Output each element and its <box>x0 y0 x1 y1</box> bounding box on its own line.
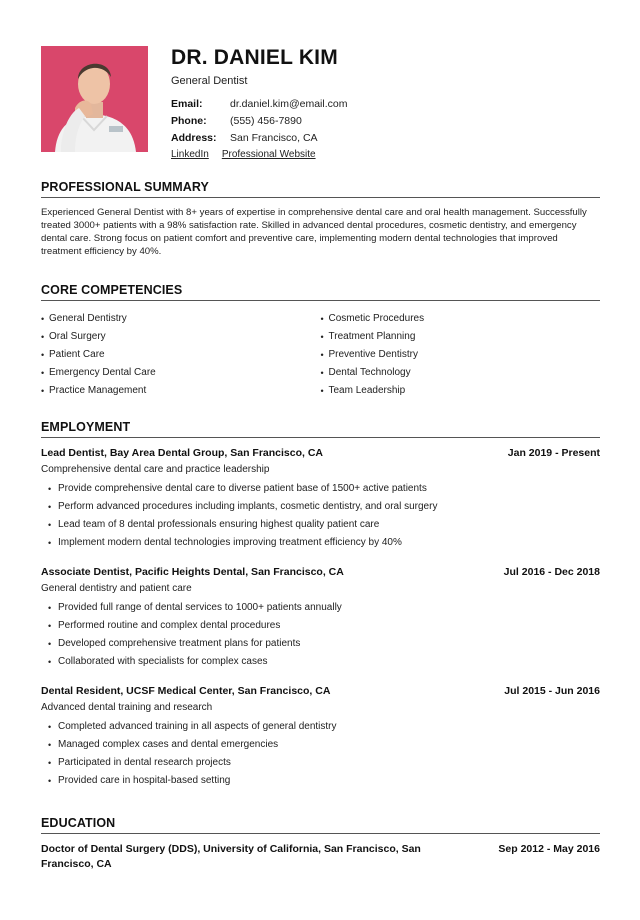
list-item: • Patient Care <box>41 346 321 364</box>
contact-phone-row <box>171 113 347 130</box>
job-header <box>41 446 600 460</box>
candidate-role: General Dentist <box>171 75 248 87</box>
job-date: Jul 2016 - Dec 2018 <box>503 566 600 578</box>
job-title: Associate Dentist, Pacific Heights Dental, San Francisco, CA <box>41 566 344 578</box>
contact-details <box>171 96 347 147</box>
summary-section <box>41 180 600 258</box>
job-entry <box>41 565 600 671</box>
list-item: • Lead team of 8 dental professionals ensuring highest quality patient care <box>41 516 600 534</box>
section-title: CORE COMPETENCIES <box>41 283 600 301</box>
list-item: • Team Leadership <box>321 382 601 400</box>
profile-photo <box>41 46 148 152</box>
professional-website-link[interactable]: Professional Website <box>221 149 316 160</box>
contact-address-value: San Francisco, CA <box>230 132 318 144</box>
list-item: • Perform advanced procedures including implants, cosmetic dentistry, and oral surgery <box>41 498 600 516</box>
education-section <box>41 816 600 872</box>
contact-address-row <box>171 130 347 147</box>
job-bullets <box>41 599 600 671</box>
job-entry <box>41 446 600 552</box>
competencies-left-list <box>41 310 321 400</box>
list-item: • Developed comprehensive treatment plans for patients <box>41 635 600 653</box>
contact-label: Phone: <box>171 115 207 127</box>
job-bullets <box>41 480 600 552</box>
list-item: • Oral Surgery <box>41 328 321 346</box>
list-item: • Practice Management <box>41 382 321 400</box>
header-info <box>171 46 347 162</box>
list-item: • Collaborated with specialists for complex cases <box>41 653 600 671</box>
list-item: • Completed advanced training in all aspects of general dentistry <box>41 718 600 736</box>
education-entry <box>41 842 600 872</box>
job-date: Jan 2019 - Present <box>507 447 600 459</box>
education-degree: Doctor of Dental Surgery (DDS), University of California, San Francisco, San Francisco, CA <box>41 843 421 870</box>
contact-label: Address: <box>171 132 217 144</box>
linkedin-link[interactable]: LinkedIn <box>171 149 209 160</box>
job-header <box>41 684 600 698</box>
job-subtitle: Comprehensive dental care and practice leadership <box>41 464 270 475</box>
job-entry <box>41 684 600 790</box>
list-item: • Dental Technology <box>321 364 601 382</box>
contact-email-row <box>171 96 347 113</box>
resume-page <box>41 46 600 870</box>
summary-text: Experienced General Dentist with 8+ years of expertise in comprehensive dental care and oral health management. Successfully treated 3000+ patients with a 98% satisfaction rate. Skilled in advanced dental procedures, cosmetic dentistry, and emergency dental care. Strong focus on patient comfort and preventive care, implementing modern dental technologies that improved treatment efficiency by 40%. <box>41 207 587 257</box>
list-item: • Provided care in hospital-based setting <box>41 772 600 790</box>
education-date: Sep 2012 - May 2016 <box>498 843 600 855</box>
profile-links <box>171 148 347 162</box>
job-title: Lead Dentist, Bay Area Dental Group, San Francisco, CA <box>41 447 324 459</box>
list-item: • Performed routine and complex dental procedures <box>41 617 600 635</box>
list-item: • Cosmetic Procedures <box>321 310 601 328</box>
contact-email-value: dr.daniel.kim@email.com <box>230 98 348 110</box>
list-item: • Emergency Dental Care <box>41 364 321 382</box>
section-title: EMPLOYMENT <box>41 420 600 438</box>
employment-section <box>41 420 600 790</box>
list-item: • Participated in dental research projects <box>41 754 600 772</box>
section-title: EDUCATION <box>41 816 600 834</box>
job-subtitle: Advanced dental training and research <box>41 702 213 713</box>
list-item: • Provide comprehensive dental care to diverse patient base of 1500+ active patients <box>41 480 600 498</box>
resume-header <box>41 46 600 162</box>
list-item: • Treatment Planning <box>321 328 601 346</box>
competencies-right-list <box>321 310 601 400</box>
competencies-section <box>41 283 600 400</box>
job-subtitle: General dentistry and patient care <box>41 583 192 594</box>
list-item: • Provided full range of dental services to 1000+ patients annually <box>41 599 600 617</box>
list-item: • Preventive Dentistry <box>321 346 601 364</box>
contact-label: Email: <box>171 98 203 110</box>
list-item: • Managed complex cases and dental emergencies <box>41 736 600 754</box>
job-header <box>41 565 600 579</box>
job-bullets <box>41 718 600 790</box>
contact-phone-value: (555) 456-7890 <box>230 115 302 127</box>
job-title: Dental Resident, UCSF Medical Center, San Francisco, CA <box>41 685 331 697</box>
job-date: Jul 2015 - Jun 2016 <box>504 685 600 697</box>
section-title: PROFESSIONAL SUMMARY <box>41 180 600 198</box>
list-item: • General Dentistry <box>41 310 321 328</box>
competencies-columns <box>41 310 600 400</box>
candidate-name: DR. DANIEL KIM <box>171 46 338 69</box>
list-item: • Implement modern dental technologies improving treatment efficiency by 40% <box>41 534 600 552</box>
